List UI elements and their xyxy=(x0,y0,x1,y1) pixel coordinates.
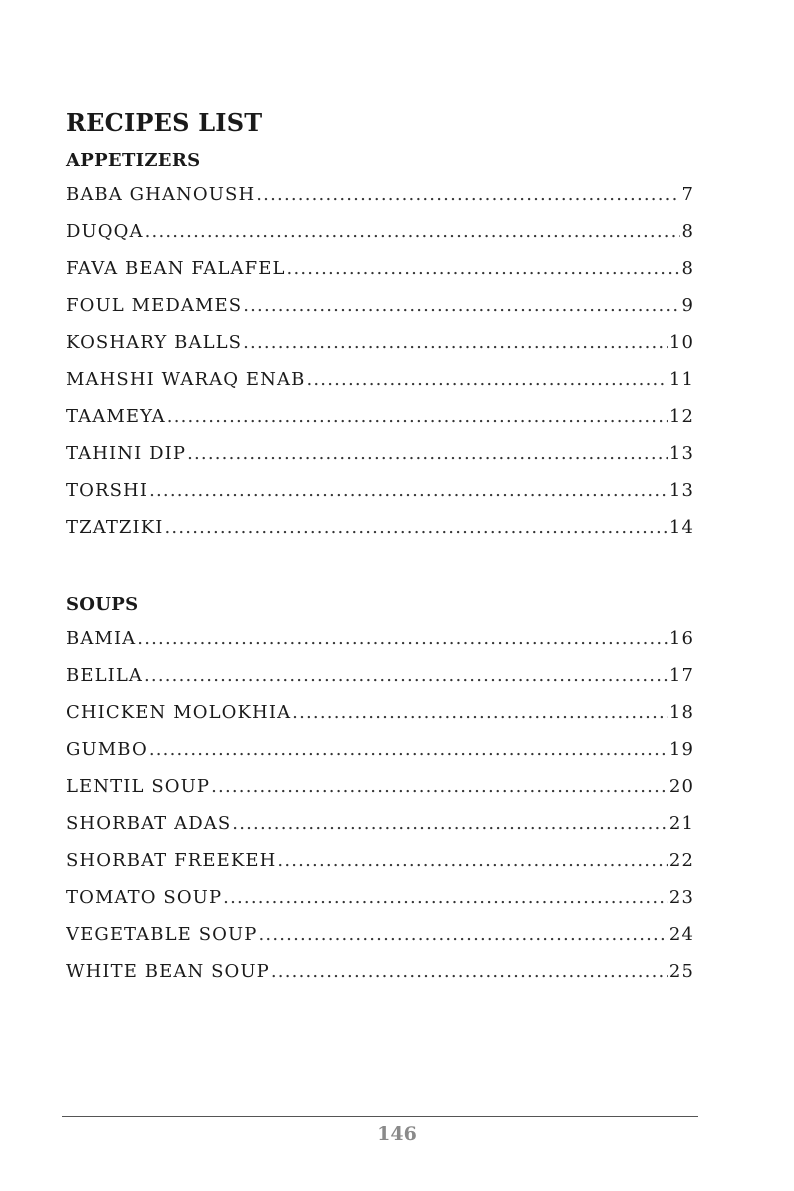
toc-entry[interactable] xyxy=(66,292,694,329)
toc-entry-title: TAHINI DIP xyxy=(66,443,187,464)
dot-leader xyxy=(243,329,668,357)
toc-entry[interactable] xyxy=(66,181,694,218)
toc-entry[interactable] xyxy=(66,699,694,736)
dot-leader xyxy=(149,736,668,764)
appetizers-list xyxy=(66,181,694,551)
section-heading-soups: SOUPS xyxy=(66,594,139,615)
toc-entry[interactable] xyxy=(66,477,694,514)
toc-entry-title: CHICKEN MOLOKHIA xyxy=(66,702,292,723)
toc-entry-page: 24 xyxy=(668,924,694,945)
dot-leader xyxy=(277,847,667,875)
toc-entry-page: 13 xyxy=(668,443,694,464)
dot-leader xyxy=(292,699,668,727)
toc-entry[interactable] xyxy=(66,736,694,773)
dot-leader xyxy=(211,773,668,801)
toc-entry-page: 8 xyxy=(681,258,694,279)
soups-list xyxy=(66,625,694,995)
dot-leader xyxy=(137,625,668,653)
toc-entry-title: SHORBAT FREEKEH xyxy=(66,850,277,871)
dot-leader xyxy=(306,366,667,394)
toc-entry[interactable] xyxy=(66,255,694,292)
toc-entry-title: LENTIL SOUP xyxy=(66,776,211,797)
toc-entry[interactable] xyxy=(66,218,694,255)
toc-entry[interactable] xyxy=(66,773,694,810)
toc-entry-title: BELILA xyxy=(66,665,143,686)
toc-entry-page: 18 xyxy=(668,702,694,723)
toc-entry-page: 16 xyxy=(668,628,694,649)
dot-leader xyxy=(144,662,668,690)
toc-entry[interactable] xyxy=(66,921,694,958)
toc-entry-title: MAHSHI WARAQ ENAB xyxy=(66,369,306,390)
toc-entry-title: TOMATO SOUP xyxy=(66,887,223,908)
toc-entry-page: 11 xyxy=(668,369,694,390)
toc-entry[interactable] xyxy=(66,514,694,551)
toc-entry-page: 9 xyxy=(681,295,694,316)
toc-entry-page: 21 xyxy=(668,813,694,834)
toc-entry-page: 7 xyxy=(681,184,694,205)
toc-entry-title: DUQQA xyxy=(66,221,144,242)
toc-entry-title: TORSHI xyxy=(66,480,149,501)
toc-entry[interactable] xyxy=(66,847,694,884)
toc-entry-page: 25 xyxy=(668,961,694,982)
dot-leader xyxy=(165,514,668,542)
dot-leader xyxy=(187,440,668,468)
toc-entry-page: 23 xyxy=(668,887,694,908)
dot-leader xyxy=(259,921,668,949)
toc-entry[interactable] xyxy=(66,625,694,662)
page-title: RECIPES LIST xyxy=(66,108,263,137)
toc-entry-title: VEGETABLE SOUP xyxy=(66,924,258,945)
toc-entry-page: 17 xyxy=(668,665,694,686)
toc-entry-page: 22 xyxy=(668,850,694,871)
toc-entry[interactable] xyxy=(66,329,694,366)
toc-entry[interactable] xyxy=(66,366,694,403)
toc-entry-title: FAVA BEAN FALAFEL xyxy=(66,258,286,279)
dot-leader xyxy=(243,292,680,320)
toc-entry-title: SHORBAT ADAS xyxy=(66,813,232,834)
toc-entry-page: 19 xyxy=(668,739,694,760)
dot-leader xyxy=(149,477,668,505)
toc-entry-title: TZATZIKI xyxy=(66,517,164,538)
toc-entry-title: FOUL MEDAMES xyxy=(66,295,243,316)
footer-divider xyxy=(62,1116,698,1117)
dot-leader xyxy=(271,958,668,986)
toc-entry-title: WHITE BEAN SOUP xyxy=(66,961,270,982)
toc-entry[interactable] xyxy=(66,403,694,440)
toc-entry-page: 10 xyxy=(668,332,694,353)
toc-entry-page: 14 xyxy=(668,517,694,538)
toc-entry[interactable] xyxy=(66,662,694,699)
toc-entry-title: BAMIA xyxy=(66,628,137,649)
page-number: 146 xyxy=(377,1123,417,1145)
section-heading-appetizers: APPETIZERS xyxy=(66,150,201,171)
toc-entry-page: 20 xyxy=(668,776,694,797)
dot-leader xyxy=(145,218,681,246)
toc-entry-title: KOSHARY BALLS xyxy=(66,332,243,353)
toc-entry[interactable] xyxy=(66,810,694,847)
dot-leader xyxy=(232,810,668,838)
dot-leader xyxy=(223,884,668,912)
toc-entry-title: TAAMEYA xyxy=(66,406,166,427)
toc-entry[interactable] xyxy=(66,884,694,921)
dot-leader xyxy=(167,403,668,431)
dot-leader xyxy=(256,181,680,209)
toc-entry-page: 8 xyxy=(681,221,694,242)
toc-entry-page: 13 xyxy=(668,480,694,501)
toc-entry-title: BABA GHANOUSH xyxy=(66,184,256,205)
toc-entry[interactable] xyxy=(66,958,694,995)
toc-entry-title: GUMBO xyxy=(66,739,148,760)
toc-entry[interactable] xyxy=(66,440,694,477)
dot-leader xyxy=(287,255,681,283)
toc-entry-page: 12 xyxy=(668,406,694,427)
